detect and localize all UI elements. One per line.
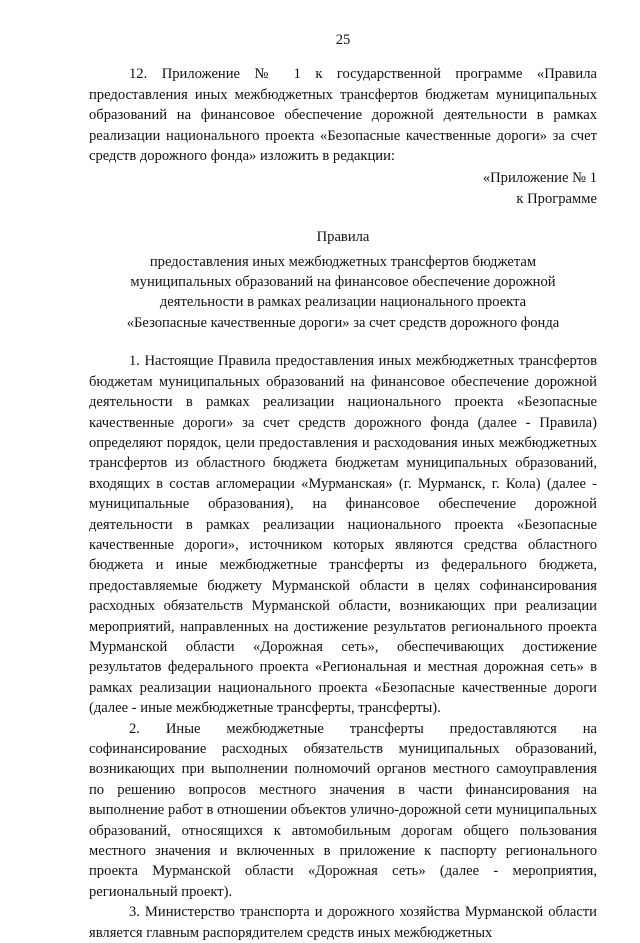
- appendix-line-2: к Программе: [516, 190, 597, 207]
- rules-subtitle-line-4: «Безопасные качественные дороги» за счет средств дорожного фонда: [126, 314, 560, 331]
- rules-subtitle-line-3: деятельности в рамках реализации национального проекта: [159, 294, 527, 311]
- paragraph-1: 1. Настоящие Правила предоставления иных межбюджетных трансфертов бюджетам муниципальных образований на финансовое обеспечение дорожной деятельности в рамках реализации национального проекта «Безопасные качественные дороги» за счет средств дорожного фонда (далее - Правила) определяют порядок, цели предоставления и расходования иных межбюджетных трансфертов из областного бюджета бюджетам муниципальных образований, входящих в состав агломерации «Мурманская» (г. Мурманск, г. Кола) (далее - муниципальные образования), на финансовое обеспечение дорожной деятельности в рамках реализации национального проекта «Безопасные качественные дороги», источником которых являются средства областного бюджета и иные межбюджетные трансферты из федерального бюджета, предоставляемые бюджету Мурманской области в целях софинансирования расходных обязательств Мурманской области, возникающих при реализации мероприятий, направленных на достижение результатов регионального проекта Мурманской области «Дорожная сеть», обеспечивающих достижение результатов федерального проекта «Региональная и местная дорожная сеть» в рамках реализации национального проекта «Безопасные качественные дороги (далее - иные межбюджетные трансферты, трансферты).: [89, 353, 597, 717]
- appendix-reference: [89, 168, 597, 209]
- document-page: [89, 30, 597, 943]
- intro-paragraph: 12. Приложение № 1 к государственной программе «Правила предоставления иных межбюджетных трансфертов бюджетам муниципальных образований на финансовое обеспечение дорожной деятельности в рамках реализации национального проекта «Безопасные качественные дороги» за счет средств дорожного фонда» изложить в редакции:: [89, 66, 597, 165]
- rules-subtitle-line-1: предоставления иных межбюджетных трансфертов бюджетам: [149, 253, 537, 270]
- appendix-line-1: «Приложение № 1: [482, 170, 597, 187]
- paragraph-3: 3. Министерство транспорта и дорожного хозяйства Мурманской области является главным распорядителем средств иных межбюджетных: [89, 904, 597, 941]
- rules-title: [89, 227, 597, 333]
- rules-heading: Правила: [316, 229, 370, 246]
- paragraph-2: 2. Иные межбюджетные трансферты предоставляются на софинансирование расходных обязательств муниципальных образований, возникающих при выполнении полномочий органов местного самоуправления по решению вопросов местного значения в части финансирования на выполнение работ в отношении объектов улично-дорожной сети муниципальных образований, относящихся к автомобильным дорогам общего пользования местного значения и включенных в приложение к паспорту регионального проекта Мурманской области «Дорожная сеть» (далее - мероприятия, региональный проект).: [89, 720, 597, 900]
- rules-subtitle-line-2: муниципальных образований на финансовое обеспечение дорожной: [130, 274, 556, 291]
- page-number: 25: [335, 32, 351, 48]
